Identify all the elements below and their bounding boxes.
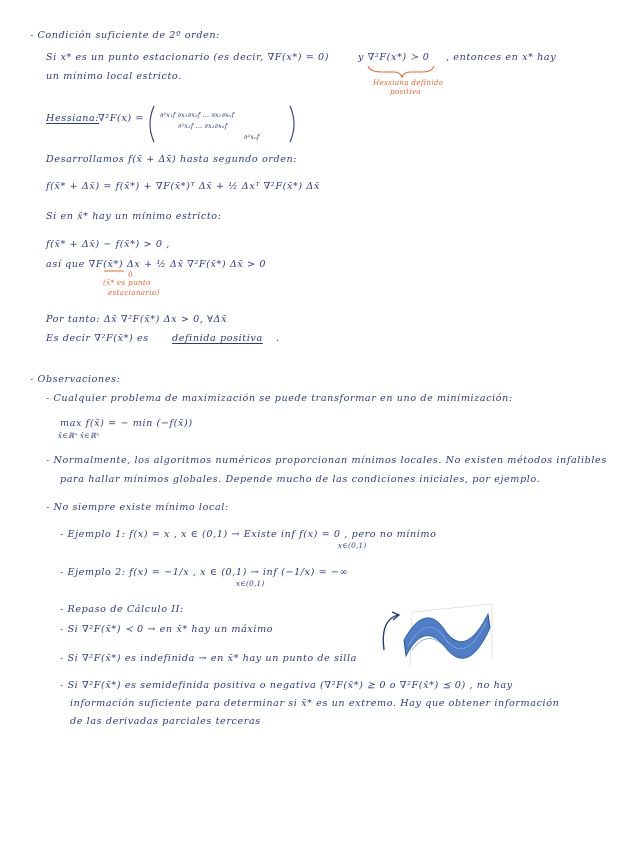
repaso-semidefinite-3: de las derivadas parciales terceras [70, 716, 261, 727]
arrow-to-plot [383, 615, 398, 650]
inequality-1: f(x̄* + Δx̄) − f(x̄*) > 0 , [46, 239, 170, 250]
inequality-2: así que ∇F(x̄*) Δx + ½ Δx̄ ∇²F(x̄*) Δx̄ > 0 [46, 259, 267, 270]
strict-minimum-text: Si en x̄* hay un mínimo estricto: [46, 211, 222, 222]
es-decir-text: Es decir ∇²F(x̄*) es [46, 333, 149, 344]
observation-local-minima-1: - Normalmente, los algoritmos numéricos proporcionan mínimos locales. No existen métodos infalibles [46, 455, 607, 466]
hessiana-expression: ∇²F(x) = [98, 113, 144, 124]
example-2-subscript: x∈(0,1) [236, 579, 265, 588]
condition-text-a: Si x* es un punto estacionario (es decir, ∇F(x*) = 0) [46, 52, 330, 63]
repaso-semidefinite-1: - Si ∇²F(x̄*) es semidefinida positiva o negativa (∇²F(x̄*) ⪰ 0 o ∇²F(x̄*) ⪯ 0) , no hay [60, 680, 513, 691]
matrix-right-paren [290, 106, 294, 142]
taylor-expansion: f(x̄* + Δx̄) = f(x̄*) + ∇F(x̄*)ᵀ Δx̄ + ½ Δxᵀ ∇²F(x̄*) Δx̄ [46, 181, 320, 192]
definida-positiva-text: definida positiva [172, 333, 263, 344]
hessiana-label: Hessiana: [46, 113, 100, 124]
es-decir-period: . [276, 333, 280, 344]
stationary-note-line2: estacionario) [108, 288, 160, 297]
example-1: - Ejemplo 1: f(x) = x , x ∈ (0,1) → Existe inf f(x) = 0 , pero no mínimo [60, 529, 437, 540]
example-2: - Ejemplo 2: f(x) = −1/x , x ∈ (0,1) → inf (−1/x) = −∞ [60, 567, 349, 578]
matrix-left-paren [150, 106, 154, 142]
por-tanto-text: Por tanto: Δx̄ ∇²F(x̄*) Δx > 0, ∀Δx̄ [46, 314, 228, 325]
hessian-brace [368, 66, 434, 77]
stationary-note-line1: (x̄* es punto [103, 278, 151, 287]
saddle-surface-plot [404, 604, 492, 668]
example-1-subscript: x∈(0,1) [338, 541, 367, 550]
zero-mark: 0 [128, 270, 133, 279]
hessian-note-line2: positiva [390, 87, 421, 96]
repaso-semidefinite-2: información suficiente para determinar si x̄* es un extremo. Hay que obtener información [70, 698, 560, 709]
max-min-subscripts: x̄∈ℝⁿ x̄∈ℝⁿ [58, 431, 100, 440]
condition-text-b: y ∇²F(x*) ≻ 0 [358, 52, 430, 63]
matrix-row1: ∂²x₁f ∂x₁∂x₂f ... ∂x₁∂xₙf [160, 111, 235, 119]
observation-maximization: - Cualquier problema de maximización se puede transformar en uno de minimización: [46, 393, 513, 404]
matrix-row2: ∂²x₂f ... ∂x₂∂xₙf [178, 122, 228, 130]
section1-heading: - Condición suficiente de 2º orden: [30, 30, 220, 41]
section2-heading: - Observaciones: [30, 374, 121, 385]
hessian-note-line1: Hessiana definida [373, 78, 444, 87]
repaso-saddle: - Si ∇²F(x̄*) es indefinida → en x̄* hay un punto de silla [60, 653, 357, 664]
observation-local-minima-2: para hallar mínimos globales. Depende mucho de las condiciones iniciales, por ejemplo. [60, 474, 541, 485]
repaso-heading: - Repaso de Cálculo II: [60, 604, 184, 615]
condition-text-line2: un mínimo local estricto. [46, 71, 182, 82]
repaso-max: - Si ∇²F(x̄*) ≺ 0 → en x̄* hay un máximo [60, 624, 274, 635]
desarrollo-text: Desarrollamos f(x̄ + Δx̄) hasta segundo orden: [46, 154, 298, 165]
max-min-identity: max f(x̄) = − min (−f(x̄)) [60, 418, 193, 429]
observation-no-minimum: - No siempre existe mínimo local: [46, 502, 229, 513]
condition-text-c: , entonces en x* hay [446, 52, 557, 63]
matrix-row3: ∂²xₙf [244, 133, 260, 141]
